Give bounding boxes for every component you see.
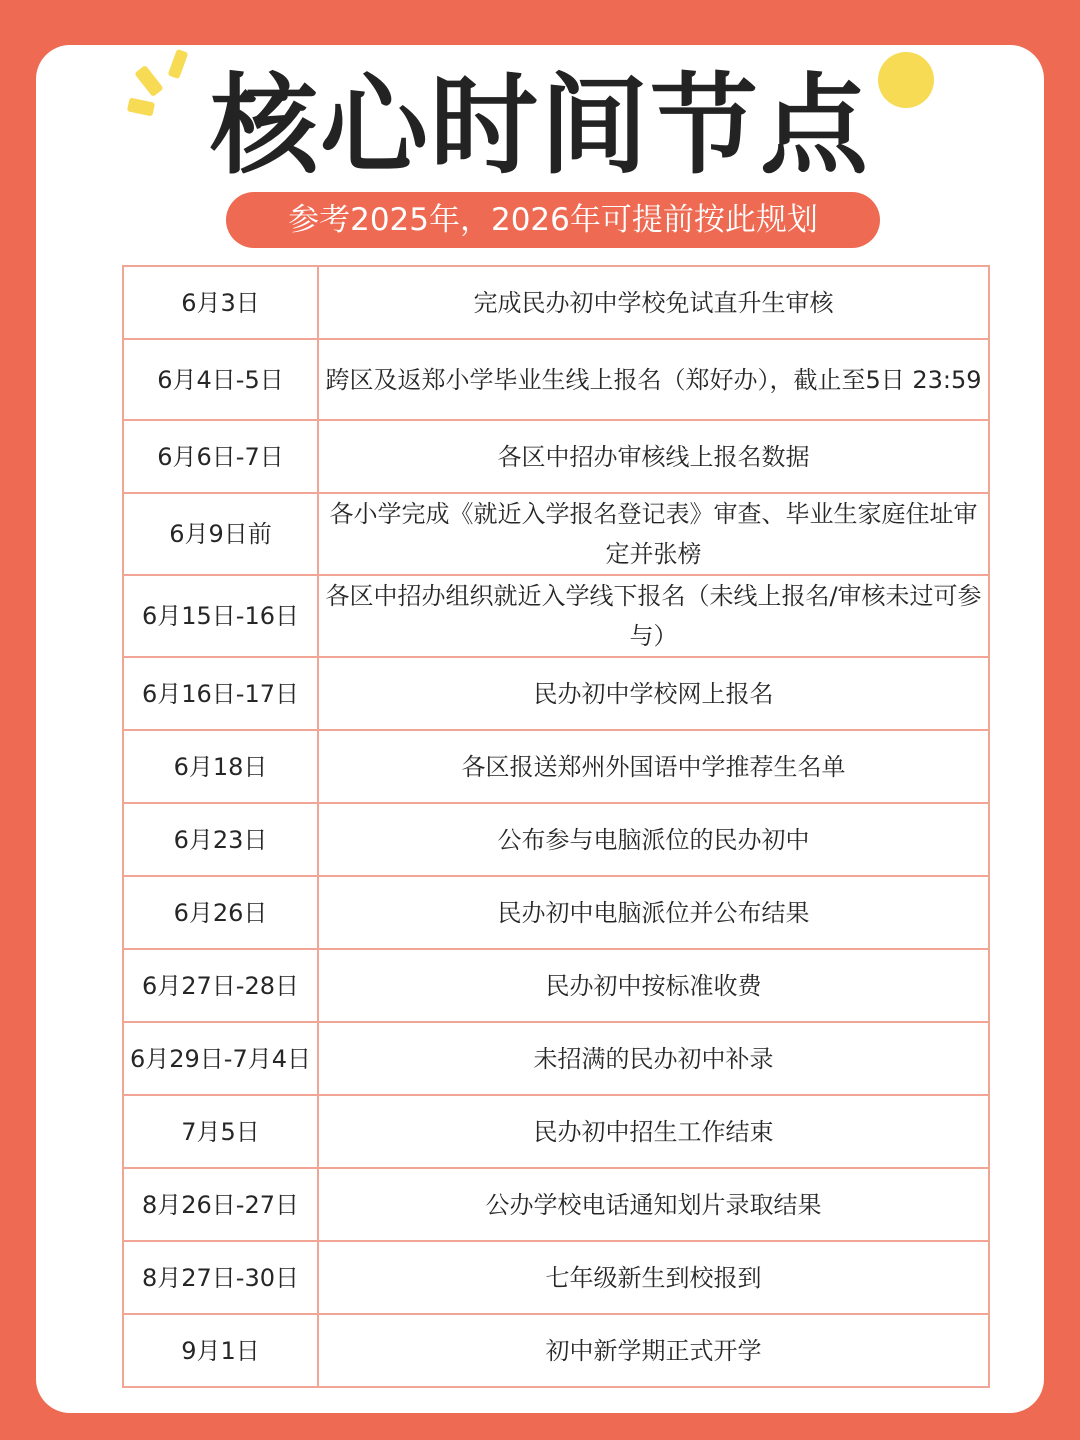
event-cell: 民办初中按标准收费 <box>318 949 989 1022</box>
event-cell: 七年级新生到校报到 <box>318 1241 989 1314</box>
table-row <box>123 493 989 575</box>
date-cell: 8月26日-27日 <box>123 1168 318 1241</box>
table-row <box>123 339 989 420</box>
table-row <box>123 730 989 803</box>
date-cell: 8月27日-30日 <box>123 1241 318 1314</box>
event-cell: 未招满的民办初中补录 <box>318 1022 989 1095</box>
date-cell: 7月5日 <box>123 1095 318 1168</box>
event-cell: 各小学完成《就近入学报名登记表》审查、毕业生家庭住址审定并张榜 <box>318 493 989 575</box>
date-cell: 6月29日-7月4日 <box>123 1022 318 1095</box>
table-row <box>123 876 989 949</box>
date-cell: 6月6日-7日 <box>123 420 318 493</box>
table-row <box>123 657 989 730</box>
event-cell: 公办学校电话通知划片录取结果 <box>318 1168 989 1241</box>
event-cell: 各区中招办审核线上报名数据 <box>318 420 989 493</box>
date-cell: 6月23日 <box>123 803 318 876</box>
date-cell: 6月4日-5日 <box>123 339 318 420</box>
table-row <box>123 803 989 876</box>
event-cell: 公布参与电脑派位的民办初中 <box>318 803 989 876</box>
schedule-table <box>122 265 990 1388</box>
date-cell: 9月1日 <box>123 1314 318 1387</box>
table-row <box>123 1095 989 1168</box>
table-row <box>123 266 989 339</box>
event-cell: 民办初中学校网上报名 <box>318 657 989 730</box>
date-cell: 6月3日 <box>123 266 318 339</box>
table-row <box>123 1168 989 1241</box>
date-cell: 6月16日-17日 <box>123 657 318 730</box>
date-cell: 6月18日 <box>123 730 318 803</box>
subtitle-banner: 参考2025年，2026年可提前按此规划 <box>226 192 880 248</box>
table-row <box>123 1241 989 1314</box>
event-cell: 跨区及返郑小学毕业生线上报名（郑好办），截止至5日 23:59 <box>318 339 989 420</box>
date-cell: 6月26日 <box>123 876 318 949</box>
table-row <box>123 575 989 657</box>
event-cell: 民办初中电脑派位并公布结果 <box>318 876 989 949</box>
table-row <box>123 1314 989 1387</box>
date-cell: 6月15日-16日 <box>123 575 318 657</box>
event-cell: 完成民办初中学校免试直升生审核 <box>318 266 989 339</box>
table-row <box>123 1022 989 1095</box>
event-cell: 各区中招办组织就近入学线下报名（未线上报名/审核未过可参与） <box>318 575 989 657</box>
event-cell: 初中新学期正式开学 <box>318 1314 989 1387</box>
date-cell: 6月27日-28日 <box>123 949 318 1022</box>
date-cell: 6月9日前 <box>123 493 318 575</box>
table-row <box>123 420 989 493</box>
event-cell: 民办初中招生工作结束 <box>318 1095 989 1168</box>
table-row <box>123 949 989 1022</box>
page-title: 核心时间节点 <box>209 64 870 189</box>
event-cell: 各区报送郑州外国语中学推荐生名单 <box>318 730 989 803</box>
